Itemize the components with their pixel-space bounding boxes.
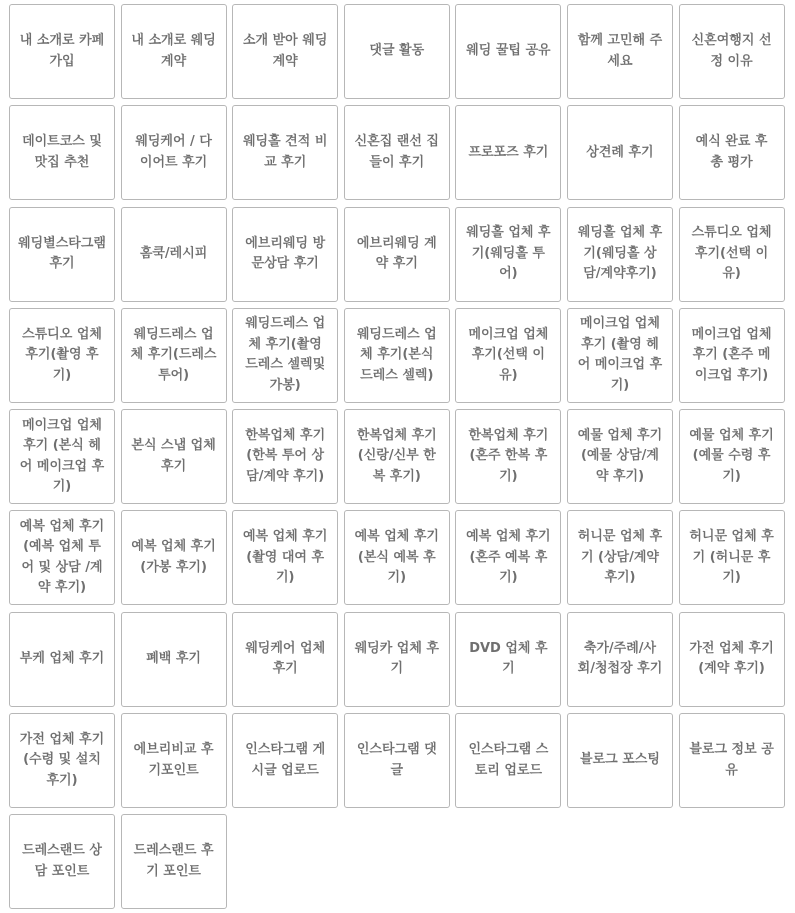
category-tile-label: 허니문 업체 후기 (허니문 후기) bbox=[689, 529, 774, 586]
category-tile-label: 한복업체 후기 (한복 투어 상담/계약 후기) bbox=[245, 427, 326, 484]
category-tile[interactable] bbox=[567, 510, 673, 605]
category-tile[interactable] bbox=[232, 612, 338, 707]
category-tile[interactable] bbox=[344, 409, 450, 504]
category-tile-label: 메이크업 업체 후기 (혼주 메이크업 후기) bbox=[691, 326, 772, 383]
category-tile-label: 메이크업 업체 후기 (본식 헤어 메이크업 후기) bbox=[19, 417, 105, 495]
category-tile[interactable] bbox=[567, 4, 673, 99]
category-tile-label: 홈쿡/레시피 bbox=[139, 245, 208, 261]
category-tile-label: 예복 업체 후기 (본식 예복 후기) bbox=[354, 529, 439, 586]
category-tile[interactable] bbox=[121, 713, 227, 808]
category-tile[interactable] bbox=[9, 814, 115, 909]
category-tile[interactable] bbox=[455, 510, 561, 605]
category-tile-label: 웨딩 꿀팁 공유 bbox=[466, 43, 551, 59]
category-tile-label: 드레스랜드 상담 포인트 bbox=[22, 843, 102, 879]
category-tile[interactable] bbox=[567, 308, 673, 403]
category-tile[interactable] bbox=[121, 612, 227, 707]
category-tile[interactable] bbox=[232, 713, 338, 808]
category-tile-label: 메이크업 업체 후기 (촬영 헤어 메이크업 후기) bbox=[577, 316, 663, 393]
category-tile[interactable] bbox=[121, 814, 227, 909]
category-tile-label: 인스타그램 게시글 업로드 bbox=[245, 742, 326, 778]
category-tile-label: 스튜디오 업체 후기(선택 이유) bbox=[691, 225, 772, 282]
category-tile[interactable] bbox=[9, 409, 115, 504]
category-tile[interactable] bbox=[121, 308, 227, 403]
category-tile-label: 인스타그램 스토리 업로드 bbox=[468, 742, 549, 778]
category-tile-label: 메이크업 업체 후기(선택 이유) bbox=[468, 326, 549, 383]
category-tile[interactable] bbox=[9, 4, 115, 99]
category-tile[interactable] bbox=[344, 713, 450, 808]
category-tile-label: 내 소개로 웨딩 계약 bbox=[131, 33, 216, 69]
category-tile[interactable] bbox=[455, 409, 561, 504]
category-tile-label: 한복업체 후기 (혼주 한복 후기) bbox=[468, 427, 549, 484]
category-tile-label: 드레스랜드 후기 포인트 bbox=[133, 843, 214, 879]
category-tile-label: 웨딩홀 업체 후기(웨딩홀 투어) bbox=[466, 225, 551, 282]
category-tile[interactable] bbox=[567, 105, 673, 200]
category-tile[interactable] bbox=[9, 207, 115, 302]
category-tile[interactable] bbox=[232, 105, 338, 200]
category-tile[interactable] bbox=[567, 612, 673, 707]
category-tile[interactable] bbox=[232, 4, 338, 99]
category-tile[interactable] bbox=[679, 105, 785, 200]
category-tile[interactable] bbox=[679, 308, 785, 403]
category-tile[interactable] bbox=[344, 207, 450, 302]
category-tile-label: 웨딩드레스 업체 후기(본식 드레스 셀렉) bbox=[356, 326, 437, 383]
category-tile-label: 예복 업체 후기 (혼주 예복 후기) bbox=[466, 529, 551, 586]
category-tile[interactable] bbox=[9, 510, 115, 605]
category-tile-label: 상견례 후기 bbox=[586, 144, 654, 160]
category-tile-label: 웨딩드레스 업체 후기(촬영 드레스 셀렉및 가봉) bbox=[245, 316, 326, 393]
category-tile-label: 웨딩홀 업체 후기(웨딩홀 상담/계약후기) bbox=[577, 225, 663, 282]
category-tile-label: 에브리비교 후기포인트 bbox=[133, 742, 214, 778]
category-tile[interactable] bbox=[455, 4, 561, 99]
category-tile-label: 예식 완료 후 총 평가 bbox=[695, 134, 768, 170]
category-tile[interactable] bbox=[679, 207, 785, 302]
category-tile-label: 예물 업체 후기 (예물 수령 후기) bbox=[689, 427, 774, 484]
category-tile[interactable] bbox=[344, 612, 450, 707]
category-tile[interactable] bbox=[567, 713, 673, 808]
category-tile[interactable] bbox=[9, 105, 115, 200]
category-tile-label: 댓글 활동 bbox=[369, 43, 425, 59]
category-tile[interactable] bbox=[344, 105, 450, 200]
category-tile-label: 에브리웨딩 계약 후기 bbox=[356, 235, 437, 272]
category-tile-label: 데이트코스 및 맛집 추천 bbox=[22, 134, 102, 170]
category-tile[interactable] bbox=[455, 105, 561, 200]
category-tile[interactable] bbox=[232, 207, 338, 302]
category-grid bbox=[9, 4, 785, 909]
category-tile-label: 웨딩케어 / 다이어트 후기 bbox=[135, 134, 212, 170]
category-tile-label: 폐백 후기 bbox=[146, 651, 201, 667]
category-tile-label: 축가/주례/사회/청첩장 후기 bbox=[577, 640, 663, 677]
category-tile-label: 예복 업체 후기 (촬영 대여 후기) bbox=[242, 529, 328, 586]
category-tile-label: 웨딩홀 견적 비교 후기 bbox=[242, 134, 328, 170]
category-tile-label: 허니문 업체 후기 (상담/계약 후기) bbox=[577, 529, 663, 586]
category-tile-label: 웨딩드레스 업체 후기(드레스투어) bbox=[130, 326, 217, 383]
category-tile[interactable] bbox=[121, 105, 227, 200]
category-tile[interactable] bbox=[9, 612, 115, 707]
category-tile[interactable] bbox=[455, 713, 561, 808]
category-tile[interactable] bbox=[679, 409, 785, 504]
category-tile-label: 가전 업체 후기(수령 및 설치 후기) bbox=[19, 731, 105, 788]
category-tile[interactable] bbox=[121, 409, 227, 504]
category-tile-label: 에브리웨딩 방문상담 후기 bbox=[245, 235, 326, 272]
category-tile[interactable] bbox=[121, 4, 227, 99]
category-tile[interactable] bbox=[344, 510, 450, 605]
category-tile[interactable] bbox=[679, 612, 785, 707]
category-tile[interactable] bbox=[679, 713, 785, 808]
category-tile-label: 스튜디오 업체 후기(촬영 후기) bbox=[22, 326, 102, 383]
category-tile-label: 인스타그램 댓글 bbox=[356, 742, 437, 778]
category-tile-label: 본식 스냅 업체 후기 bbox=[131, 438, 216, 474]
category-tile[interactable] bbox=[455, 207, 561, 302]
category-tile-label: 한복업체 후기 (신랑/신부 한복 후기) bbox=[356, 427, 437, 484]
category-tile[interactable] bbox=[679, 510, 785, 605]
category-tile[interactable] bbox=[9, 308, 115, 403]
category-tile-label: DVD 업체 후기 bbox=[469, 640, 548, 677]
category-tile[interactable] bbox=[567, 409, 673, 504]
category-tile-label: 프로포즈 후기 bbox=[468, 144, 549, 160]
category-tile[interactable] bbox=[455, 612, 561, 707]
category-tile-label: 부케 업체 후기 bbox=[19, 651, 105, 667]
category-tile[interactable] bbox=[679, 4, 785, 99]
category-tile[interactable] bbox=[121, 510, 227, 605]
category-tile[interactable] bbox=[344, 308, 450, 403]
category-tile-label: 블로그 정보 공유 bbox=[689, 742, 774, 778]
category-tile-label: 웨딩카 업체 후기 bbox=[354, 640, 439, 677]
category-tile[interactable] bbox=[121, 207, 227, 302]
category-tile-label: 소개 받아 웨딩 계약 bbox=[242, 33, 328, 69]
category-tile[interactable] bbox=[232, 510, 338, 605]
category-tile[interactable] bbox=[344, 4, 450, 99]
category-tile[interactable] bbox=[455, 308, 561, 403]
category-tile-label: 함께 고민해 주세요 bbox=[577, 33, 663, 69]
category-tile[interactable] bbox=[232, 308, 338, 403]
category-tile[interactable] bbox=[567, 207, 673, 302]
category-tile-label: 웨딩케어 업체 후기 bbox=[245, 640, 326, 677]
category-tile[interactable] bbox=[9, 713, 115, 808]
category-tile-label: 예복 업체 후기 (예복 업체 투어 및 상담 /계약 후기) bbox=[19, 518, 105, 596]
category-tile-label: 웨딩별스타그램 후기 bbox=[18, 235, 106, 272]
category-tile-label: 신혼여행지 선정 이유 bbox=[691, 33, 772, 69]
category-tile-label: 신혼집 랜선 집들이 후기 bbox=[354, 134, 439, 170]
category-tile-label: 예복 업체 후기 (가봉 후기) bbox=[131, 539, 216, 575]
category-tile[interactable] bbox=[232, 409, 338, 504]
category-tile-label: 내 소개로 카페 가입 bbox=[19, 33, 105, 69]
category-tile-label: 블로그 포스팅 bbox=[580, 752, 660, 768]
category-tile-label: 예물 업체 후기 (예물 상담/계약 후기) bbox=[577, 427, 663, 484]
category-tile-label: 가전 업체 후기 (계약 후기) bbox=[689, 640, 774, 677]
